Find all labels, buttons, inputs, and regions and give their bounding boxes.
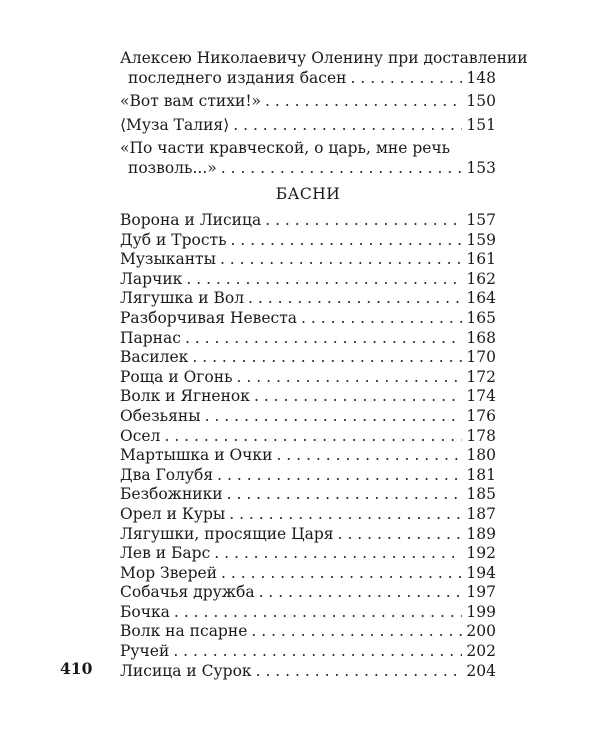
toc-entry <box>120 387 496 407</box>
leader-dots <box>301 309 462 329</box>
leader-dots <box>248 289 462 309</box>
toc-entry-page: 159 <box>466 230 496 249</box>
leader-dots <box>192 348 462 368</box>
toc-entry <box>120 622 496 642</box>
toc-entry <box>120 270 496 290</box>
toc-entry <box>120 525 496 545</box>
toc-entry-page: 174 <box>466 387 496 406</box>
toc-entry-page: 181 <box>466 465 496 484</box>
toc-entry-page: 168 <box>466 328 496 347</box>
toc-entry <box>120 466 496 486</box>
toc-entry-title: Волк и Ягненок <box>120 387 250 406</box>
toc-entry-title: Мартышка и Очки <box>120 446 273 465</box>
toc-entry-page: 187 <box>466 504 496 523</box>
toc-entry-page: 148 <box>466 68 496 87</box>
toc-entry-title: Лягушки, просящие Царя <box>120 524 334 543</box>
toc-entry <box>120 407 496 427</box>
toc-entry-title: Безбожники <box>120 485 223 504</box>
toc-entry-title-line: Алексею Николаевичу Оленину при доставлении <box>120 49 528 67</box>
section-heading: БАСНИ <box>275 185 341 203</box>
toc-entry <box>120 231 496 251</box>
toc-entry <box>120 309 496 329</box>
toc-entry <box>120 485 496 505</box>
toc-entry <box>120 583 496 603</box>
toc-entry-page: 157 <box>466 211 496 229</box>
toc-entry-page: 150 <box>466 92 496 110</box>
toc-entry-title-line: позволь...» <box>128 158 217 177</box>
toc-entry-page: 165 <box>466 308 496 327</box>
toc-entry <box>120 368 496 388</box>
toc-entry-title: Разборчивая Невеста <box>120 308 298 327</box>
toc-entry-page: 199 <box>466 602 496 621</box>
toc-entry-page: 189 <box>466 524 496 543</box>
toc-entry-page: 192 <box>466 544 496 563</box>
toc-entry-title: Парнас <box>120 328 181 347</box>
toc-entry <box>120 211 496 231</box>
toc-entry-page: 172 <box>466 367 496 386</box>
toc-entry <box>120 564 496 584</box>
toc-entry <box>120 505 496 525</box>
toc-entry-title: Орел и Куры <box>120 504 226 523</box>
toc-entry-page: 200 <box>466 622 496 641</box>
toc-entry-title: Ларчик <box>120 269 183 288</box>
toc-entry <box>120 544 496 564</box>
toc-entry-page: 204 <box>466 661 496 680</box>
leader-dots <box>217 466 462 486</box>
toc-entry-title: Лев и Барс <box>120 544 211 563</box>
leader-dots <box>186 270 462 290</box>
toc-entry-title: Бочка <box>120 602 170 621</box>
leader-dots <box>265 92 462 112</box>
toc-entry-page: 164 <box>466 289 496 308</box>
toc-entry-page: 202 <box>466 642 496 661</box>
toc-entry-page: 153 <box>466 158 496 177</box>
toc-entry-page: 178 <box>466 426 496 445</box>
toc-entry-title-line: последнего издания басен <box>128 68 347 87</box>
leader-dots <box>338 525 463 545</box>
leader-dots <box>214 544 462 564</box>
leader-dots <box>221 564 462 584</box>
toc-entry-title: Музыканты <box>120 250 216 269</box>
toc-entry-page: 151 <box>466 115 496 134</box>
toc-upper-list <box>120 49 528 182</box>
toc-entry-page: 180 <box>466 446 496 465</box>
toc-entry-page: 194 <box>466 563 496 582</box>
toc-entry-title-line: «По части кравческой, о царь, мне речь <box>120 139 451 157</box>
leader-dots <box>221 159 463 179</box>
toc-entry-title: Собачья дружба <box>120 583 255 602</box>
leader-dots <box>231 231 463 251</box>
toc-entry <box>120 348 496 368</box>
leader-dots <box>174 603 463 623</box>
toc-entry-title: Два Голубя <box>120 465 214 484</box>
toc-entry-title: Дуб и Трость <box>120 230 227 249</box>
leader-dots <box>256 662 463 682</box>
toc-entry <box>120 603 496 623</box>
toc-entry <box>120 139 496 178</box>
toc-entry-title: Роща и Огонь <box>120 367 233 386</box>
toc-entry-page: 185 <box>466 485 496 504</box>
toc-entry <box>120 446 496 466</box>
leader-dots <box>276 446 462 466</box>
toc-entry-title: Лягушка и Вол <box>120 289 245 308</box>
page-number: 410 <box>60 659 93 678</box>
leader-dots <box>220 250 462 270</box>
toc-entry-page: 170 <box>466 348 496 367</box>
toc-entry <box>120 289 496 309</box>
toc-entry-title: Обезьяны <box>120 406 201 425</box>
leader-dots <box>254 387 462 407</box>
toc-entry-title: Волк на псарне <box>120 622 248 641</box>
leader-dots <box>185 329 462 349</box>
toc-entry <box>120 92 496 112</box>
toc-entry-title: ⟨Муза Талия⟩ <box>120 115 230 134</box>
leader-dots <box>173 642 462 662</box>
leader-dots <box>237 368 463 388</box>
toc-entry <box>120 116 496 136</box>
toc-entry <box>120 662 496 682</box>
toc-entry-title: Лисица и Сурок <box>120 661 252 680</box>
toc-entry-title: Ручей <box>120 642 170 661</box>
leader-dots <box>233 116 462 136</box>
toc-entry-title: Ворона и Лисица <box>120 211 262 229</box>
leader-dots <box>205 407 463 427</box>
toc-entry <box>120 250 496 270</box>
toc-entry <box>120 427 496 447</box>
toc-entry-page: 161 <box>466 250 496 269</box>
toc-entry <box>120 642 496 662</box>
leader-dots <box>251 622 462 642</box>
toc-entry-title: «Вот вам стихи!» <box>120 92 262 110</box>
toc-entry-title: Василек <box>120 348 189 367</box>
leader-dots <box>227 485 463 505</box>
toc-entry-page: 197 <box>466 583 496 602</box>
leader-dots <box>229 505 462 525</box>
toc-entry-title: Осел <box>120 426 161 445</box>
leader-dots <box>265 211 462 231</box>
toc-entry-page: 162 <box>466 269 496 288</box>
toc-entry-title: Мор Зверей <box>120 563 218 582</box>
toc-entry <box>120 329 496 349</box>
leader-dots <box>350 69 462 89</box>
toc-fables-list <box>120 211 496 681</box>
leader-dots <box>259 583 463 603</box>
leader-dots <box>164 427 462 447</box>
toc-entry-page: 176 <box>466 406 496 425</box>
toc-entry <box>120 49 528 88</box>
